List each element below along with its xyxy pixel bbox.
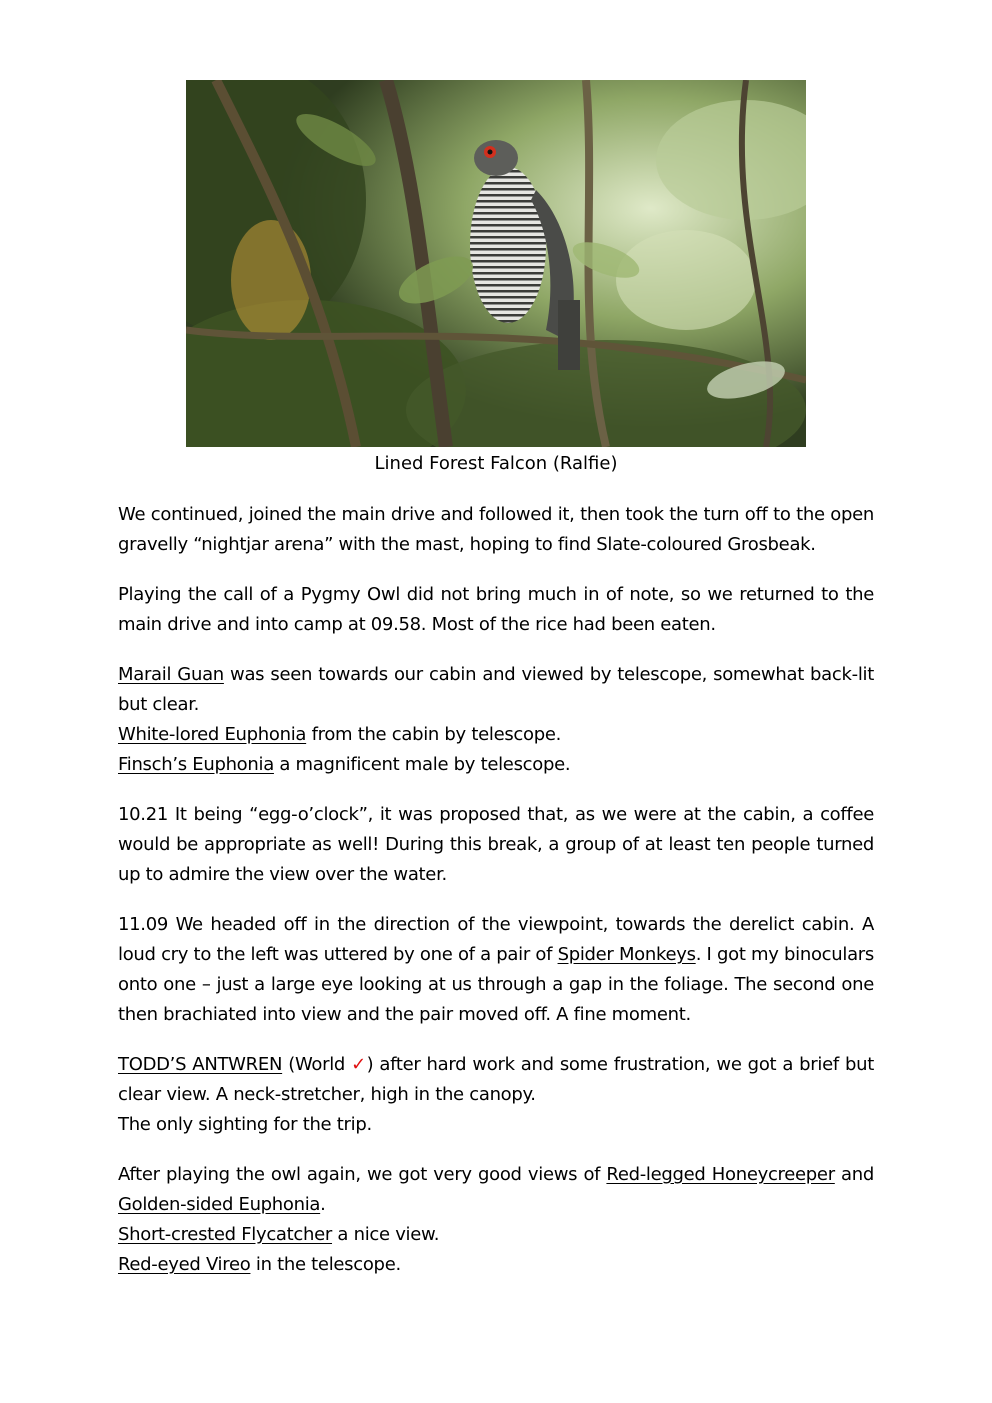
species-finschs-euphonia: Finsch’s Euphonia <box>118 754 274 775</box>
line-honeycreeper <box>118 1160 874 1220</box>
checkmark-icon: ✓ <box>351 1054 367 1075</box>
text-short-crested-flycatcher: a nice view. <box>332 1224 440 1245</box>
line-todds-antwren <box>118 1050 874 1110</box>
paragraph-2: Playing the call of a Pygmy Owl did not bring much in of note, so we returned to the main drive and into camp at 09.58. Most of the rice had been eaten. <box>118 584 874 635</box>
text-red-eyed-vireo: in the telescope. <box>250 1254 401 1275</box>
text-marail-guan: was seen towards our cabin and viewed by telescope, somewhat back-lit but clear. <box>118 664 874 715</box>
photo-caption: Lined Forest Falcon (Ralfie) <box>374 453 618 474</box>
line-short-crested-flycatcher <box>118 1220 874 1250</box>
line-white-lored-euphonia <box>118 720 874 750</box>
text-white-lored-euphonia: from the cabin by telescope. <box>306 724 562 745</box>
paragraph-5 <box>118 910 874 1030</box>
text-before-honeycreeper: After playing the owl again, we got very good views of <box>118 1164 607 1185</box>
species-white-lored-euphonia: White-lored Euphonia <box>118 724 307 745</box>
paragraph-1: We continued, joined the main drive and followed it, then took the turn off to the open gravelly “nightjar arena” with the mast, hoping to find Slate-coloured Grosbeak. <box>118 504 874 555</box>
species-spider-monkeys: Spider Monkeys <box>557 944 696 965</box>
paragraph-7 <box>118 1160 874 1280</box>
text-period: . <box>320 1194 326 1215</box>
species-red-eyed-vireo: Red-eyed Vireo <box>118 1254 251 1275</box>
paragraph-3 <box>118 660 874 780</box>
line-red-eyed-vireo <box>118 1250 874 1280</box>
text-world: (World <box>282 1054 352 1075</box>
species-short-crested-flycatcher: Short-crested Flycatcher <box>118 1224 333 1245</box>
line-marail-guan <box>118 660 874 720</box>
lined-forest-falcon-image <box>186 80 806 447</box>
species-marail-guan: Marail Guan <box>118 664 224 685</box>
species-red-legged-honeycreeper: Red-legged Honeycreeper <box>606 1164 835 1185</box>
line-only-sighting: The only sighting for the trip. <box>118 1114 372 1135</box>
species-golden-sided-euphonia: Golden-sided Euphonia <box>118 1194 321 1215</box>
text-after-tick: ) after hard work and some frustration, we got a brief but clear view. A neck-stretcher, high in the canopy. <box>118 1054 874 1105</box>
species-todds-antwren: TODD’S ANTWREN <box>118 1054 283 1075</box>
bird-photo <box>186 80 806 447</box>
text-finschs-euphonia: a magnificent male by telescope. <box>273 754 571 775</box>
paragraph-4: 10.21 It being “egg-o’clock”, it was proposed that, as we were at the cabin, a coffee would be appropriate as well! During this break, a group of at least ten people turned up to admire the view over the water. <box>118 804 874 885</box>
text-before-spider-monkeys: 11.09 We headed off in the direction of the viewpoint, towards the derelict cabin. A loud cry to the left was uttered by one of a pair of <box>118 914 874 965</box>
line-finschs-euphonia <box>118 750 874 780</box>
text-and: and <box>834 1164 874 1185</box>
text-after-spider-monkeys: . I got my binoculars onto one – just a large eye looking at us through a gap in the foliage. The second one then brachiated into view and the pair moved off. A fine moment. <box>118 944 874 1025</box>
paragraph-6 <box>118 1050 874 1140</box>
document-body <box>118 500 874 1300</box>
